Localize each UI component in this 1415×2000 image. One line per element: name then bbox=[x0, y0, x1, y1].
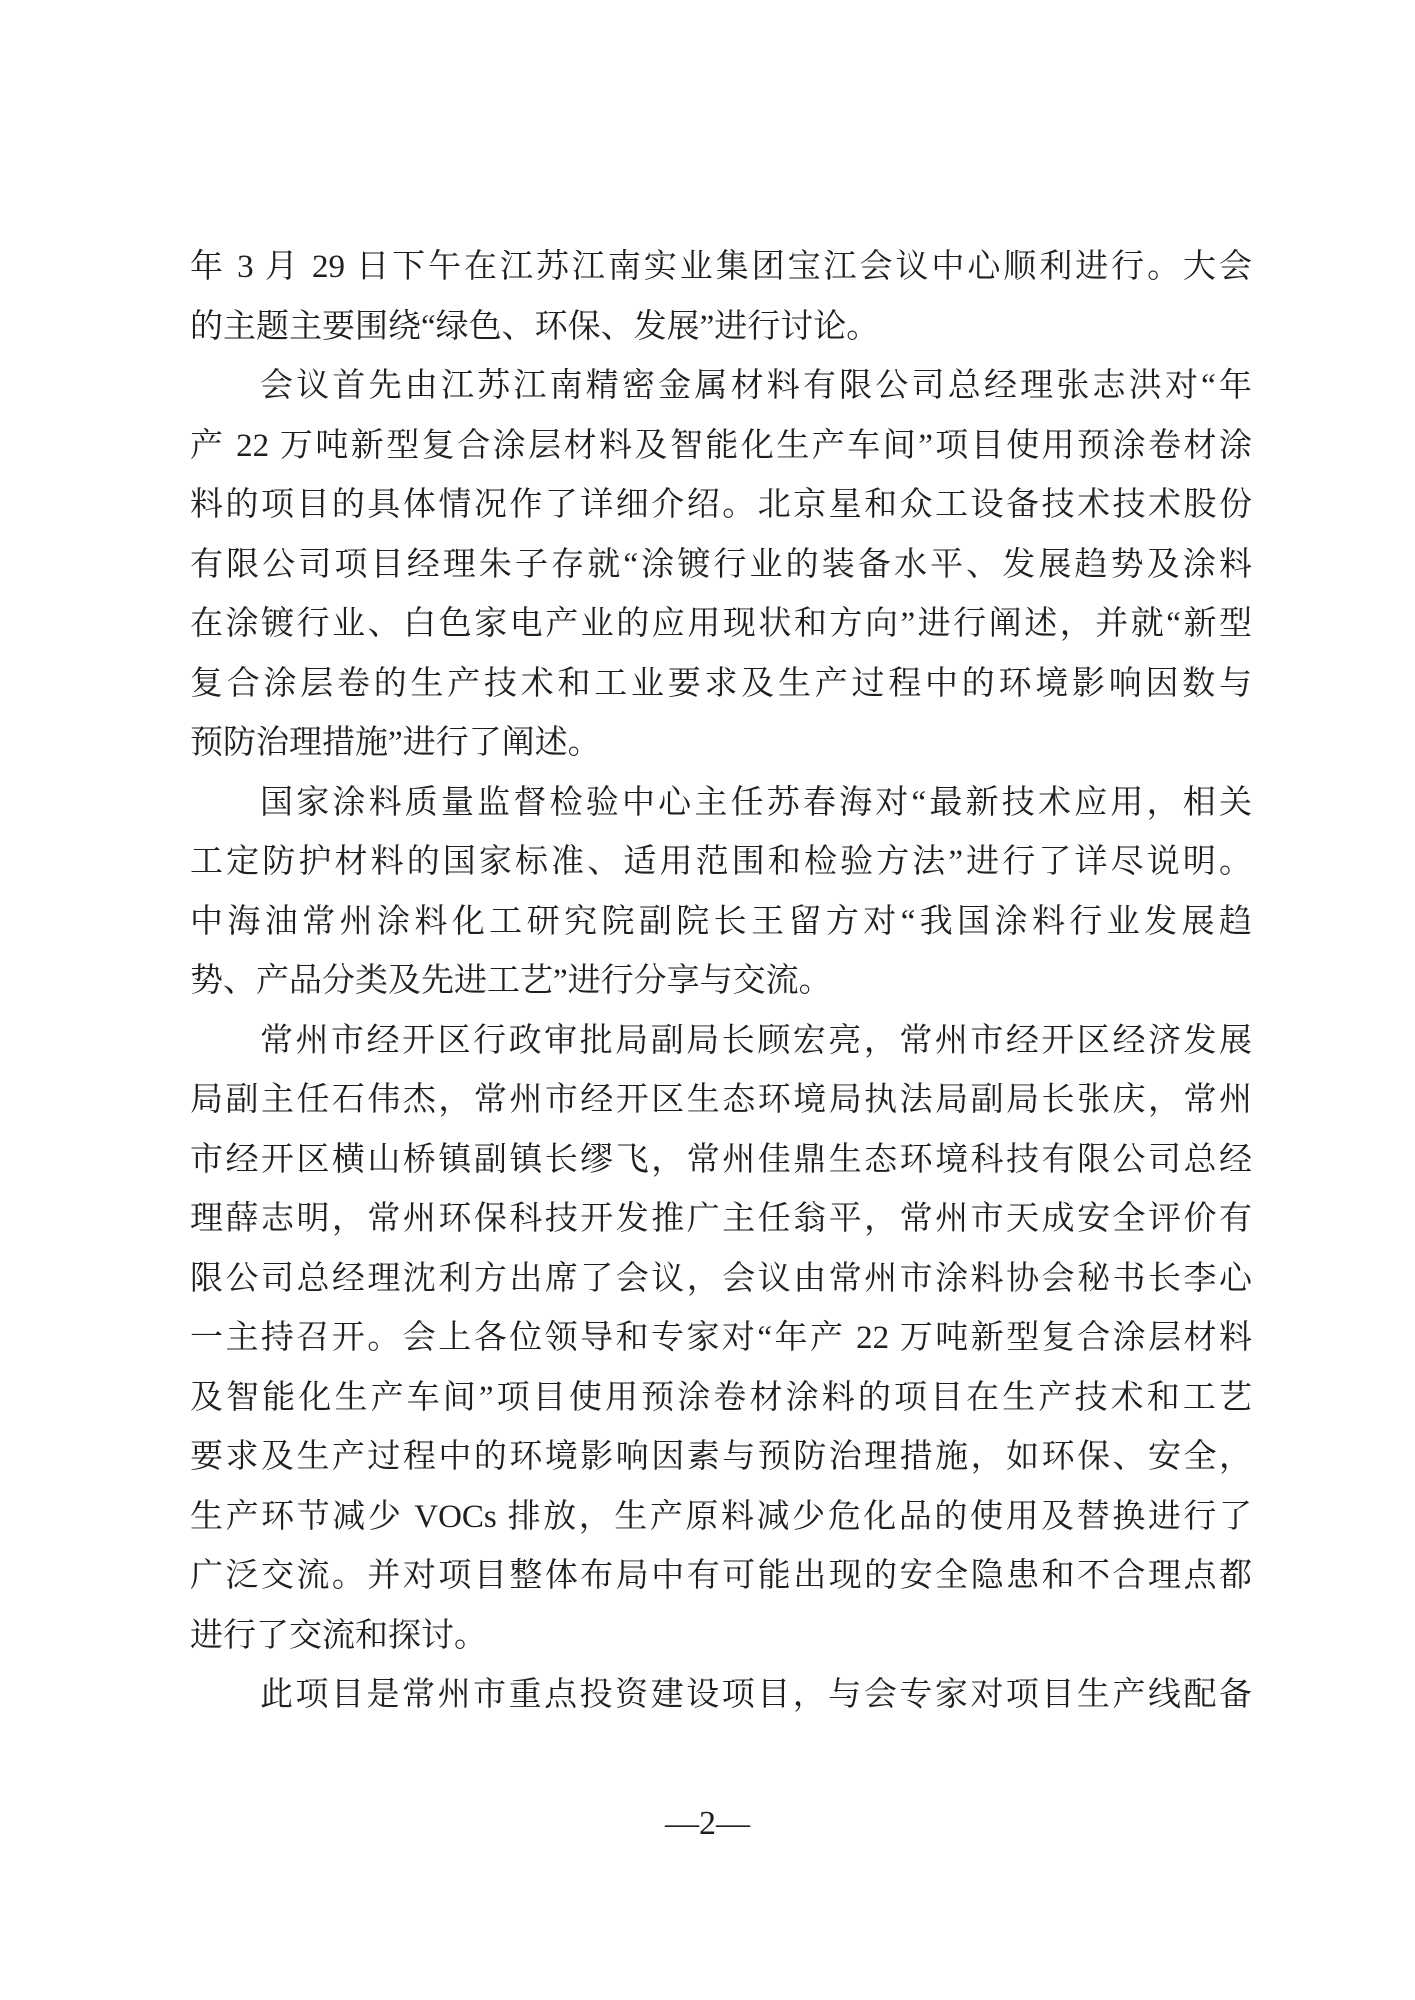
text-line: 生产环节减少 VOCs 排放，生产原料减少危化品的使用及替换进行了 bbox=[190, 1498, 1252, 1535]
text-line: 广泛交流。并对项目整体布局中有可能出现的安全隐患和不合理点都 bbox=[190, 1558, 1252, 1594]
text-line: 限公司总经理沈利方出席了会议，会议由常州市涂料协会秘书长李心 bbox=[190, 1260, 1252, 1297]
text-line: 局副主任石伟杰，常州市经开区生态环境局执法局副局长张庆，常州 bbox=[190, 1082, 1252, 1118]
text-line: 国家涂料质量监督检验中心主任苏春海对“最新技术应用，相关 bbox=[260, 784, 1252, 821]
text-line: 中海油常州涂料化工研究院副院长王留方对“我国涂料行业发展趋 bbox=[190, 903, 1252, 940]
text-line: 及智能化生产车间”项目使用预涂卷材涂料的项目在生产技术和工艺 bbox=[190, 1379, 1252, 1416]
text-line: 进行了交流和探讨。 bbox=[190, 1617, 487, 1654]
text-line: 在涂镀行业、白色家电产业的应用现状和方向”进行阐述，并就“新型 bbox=[190, 606, 1252, 642]
text-line: 会议首先由江苏江南精密金属材料有限公司总经理张志洪对“年 bbox=[260, 368, 1252, 404]
text-line: 要求及生产过程中的环境影响因素与预防治理措施，如环保、安全， bbox=[190, 1439, 1252, 1475]
text-line: 工定防护材料的国家标准、适用范围和检验方法”进行了详尽说明。 bbox=[190, 844, 1252, 880]
text-line: 有限公司项目经理朱子存就“涂镀行业的装备水平、发展趋势及涂料 bbox=[190, 546, 1252, 583]
text-line: 市经开区横山桥镇副镇长缪飞，常州佳鼎生态环境科技有限公司总经 bbox=[190, 1141, 1252, 1178]
text-line: 一主持召开。会上各位领导和专家对“年产 22 万吨新型复合涂层材料 bbox=[190, 1320, 1252, 1356]
text-line: 预防治理措施”进行了阐述。 bbox=[190, 725, 601, 761]
page-number: —2— bbox=[665, 1805, 750, 1842]
body-text bbox=[190, 238, 1252, 1726]
text-line: 常州市经开区行政审批局副局长顾宏亮，常州市经开区经济发展 bbox=[260, 1022, 1252, 1059]
text-line: 的主题主要围绕“绿色、环保、发展”进行讨论。 bbox=[190, 308, 880, 345]
text-line: 理薛志明，常州环保科技开发推广主任翁平，常州市天成安全评价有 bbox=[190, 1201, 1252, 1237]
text-line: 复合涂层卷的生产技术和工业要求及生产过程中的环境影响因数与 bbox=[190, 665, 1252, 702]
text-line: 年 3 月 29 日下午在江苏江南实业集团宝江会议中心顺利进行。大会 bbox=[190, 249, 1252, 285]
text-line: 势、产品分类及先进工艺”进行分享与交流。 bbox=[190, 963, 832, 999]
text-line: 产 22 万吨新型复合涂层材料及智能化生产车间”项目使用预涂卷材涂 bbox=[190, 427, 1252, 464]
text-line: 料的项目的具体情况作了详细介绍。北京星和众工设备技术技术股份 bbox=[190, 487, 1252, 523]
text-line: 此项目是常州市重点投资建设项目，与会专家对项目生产线配备 bbox=[260, 1677, 1252, 1713]
page-footer bbox=[0, 1802, 1415, 1846]
